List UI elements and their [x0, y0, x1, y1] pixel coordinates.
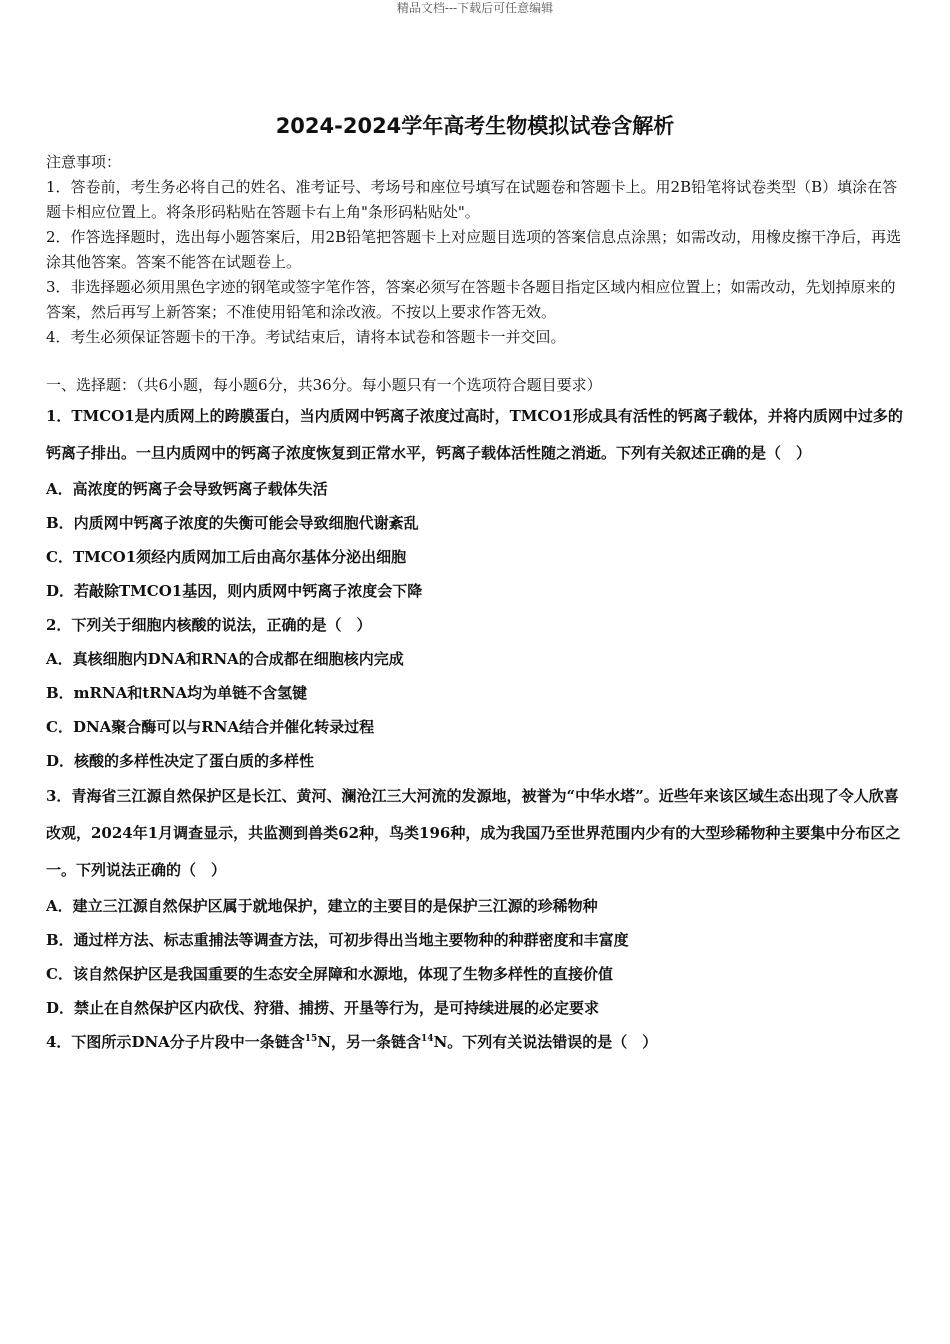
option-b: B．mRNA和tRNA均为单链不含氢键 [46, 684, 308, 702]
option-a: A．高浓度的钙离子会导致钙离子载体失活 [46, 480, 328, 498]
question-stem: 2．下列关于细胞内核酸的说法，正确的是（ ） [46, 616, 372, 634]
question-stem: 1．TMCO1是内质网上的跨膜蛋白，当内质网中钙离子浓度过高时，TMCO1形成具有活性的钙离子载体，并将内质网中过多的钙离子排出。一旦内质网中的钙离子浓度恢复到正常水平，钙离子载体活性随之消逝。下列有关叙述正确的是（ ） [46, 407, 903, 462]
option-b: B．通过样方法、标志重捕法等调查方法，可初步得出当地主要物种的种群密度和丰富度 [46, 931, 629, 949]
option-d: D．禁止在自然保护区内砍伐、狩猎、捕捞、开垦等行为，是可持续进展的必定要求 [46, 999, 600, 1017]
note-item: 4．考生必须保证答题卡的干净。考试结束后，请将本试卷和答题卡一并交回。 [46, 328, 566, 346]
question-4 [46, 1025, 908, 1059]
note-item: 3．非选择题必须用黑色字迹的钢笔或签字笔作答，答案必须写在答题卡各题目指定区域内相应位置上；如需改动，先划掉原来的答案，然后再写上新答案；不准使用铅笔和涂改液。不按以上要求作答无效。 [46, 278, 896, 321]
exam-notes [46, 150, 908, 350]
option-a: A．真核细胞内DNA和RNA的合成都在细胞核内完成 [46, 650, 404, 668]
question-2 [46, 608, 908, 778]
stem-text: 4．下图所示DNA分子片段中一条链含 [46, 1033, 305, 1051]
option-c: C．该自然保护区是我国重要的生态安全屏障和水源地，体现了生物多样性的直接价值 [46, 965, 613, 983]
isotope-superscript: 14 [421, 1034, 434, 1044]
notes-heading: 注意事项： [46, 153, 122, 171]
question-1 [46, 398, 908, 608]
question-3 [46, 778, 908, 1025]
page-header: 精品文档---下载后可任意编辑 [396, 1, 554, 15]
stem-text: N，另一条链含 [317, 1033, 422, 1051]
stem-text: N。下列有关说法错误的是（ ） [433, 1033, 658, 1051]
option-d: D．若敲除TMCO1基因，则内质网中钙离子浓度会下降 [46, 582, 423, 600]
option-a: A．建立三江源自然保护区属于就地保护，建立的主要目的是保护三江源的珍稀物种 [46, 897, 598, 915]
option-c: C．DNA聚合酶可以与RNA结合并催化转录过程 [46, 718, 375, 736]
section-title: 一、选择题：（共6小题，每小题6分，共36分。每小题只有一个选项符合题目要求） [46, 376, 602, 394]
note-item: 2．作答选择题时，选出每小题答案后，用2B铅笔把答题卡上对应题目选项的答案信息点涂黑；如需改动，用橡皮擦干净后，再选涂其他答案。答案不能答在试题卷上。 [46, 228, 902, 271]
isotope-superscript: 15 [304, 1034, 318, 1044]
question-list [46, 398, 908, 1059]
option-c: C．TMCO1须经内质网加工后由高尔基体分泌出细胞 [46, 548, 407, 566]
option-d: D．核酸的多样性决定了蛋白质的多样性 [46, 752, 315, 770]
option-b: B．内质网中钙离子浓度的失衡可能会导致细胞代谢紊乱 [46, 514, 419, 532]
question-stem [46, 1025, 908, 1059]
document-title: 2024-2024学年高考生物模拟试卷含解析 [275, 114, 675, 138]
note-item: 1．答卷前，考生务必将自己的姓名、准考证号、考场号和座位号填写在试题卷和答题卡上。用2B铅笔将试卷类型（B）填涂在答题卡相应位置上。将条形码粘贴在答题卡右上角"条形码粘贴处"。 [46, 178, 898, 221]
question-stem: 3．青海省三江源自然保护区是长江、黄河、澜沧江三大河流的发源地，被誉为“中华水塔”。近些年来该区域生态出现了令人欣喜改观，2024年1月调查显示，共监测到兽类62种，鸟类196种，成为我国乃至世界范围内少有的大型珍稀物种主要集中分布区之一。下列说法正确的（ ） [46, 787, 901, 879]
